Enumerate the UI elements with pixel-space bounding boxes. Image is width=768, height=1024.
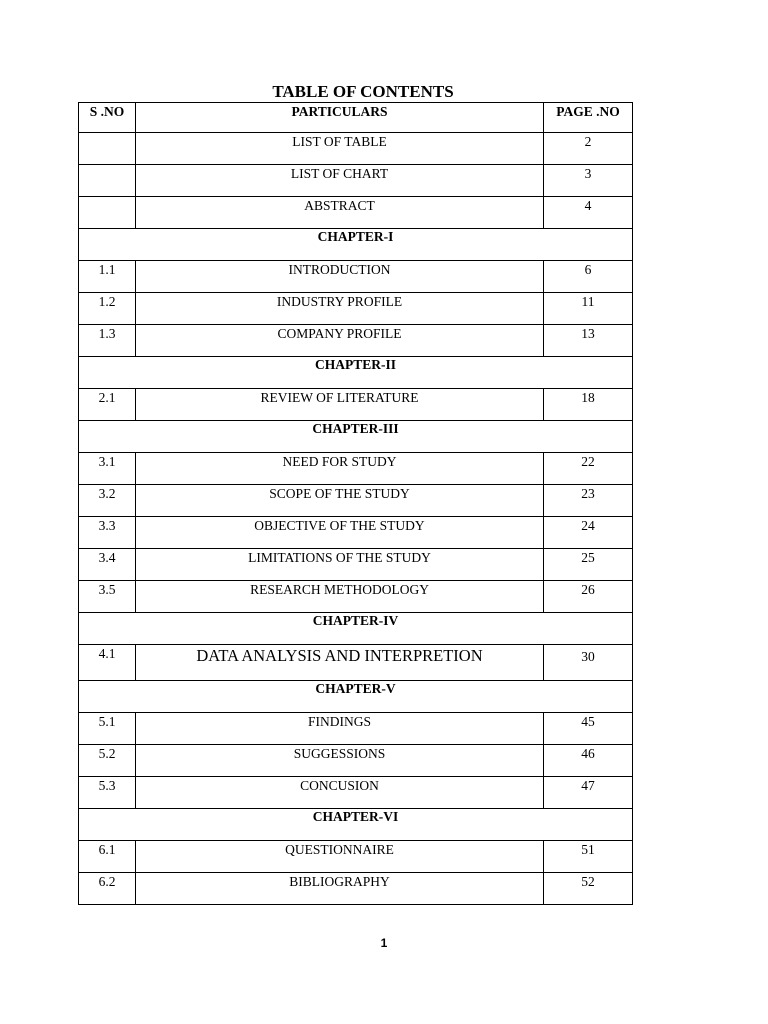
particular-cell: QUESTIONNAIRE	[136, 841, 544, 873]
serial-number-cell: 5.3	[79, 777, 136, 809]
chapter-heading: CHAPTER-IV	[79, 613, 633, 645]
particular-cell: CONCUSION	[136, 777, 544, 809]
serial-number-cell	[79, 133, 136, 165]
page-number-cell: 6	[544, 261, 633, 293]
chapter-heading-row	[79, 613, 633, 645]
page-number-cell: 2	[544, 133, 633, 165]
serial-number-cell: 3.2	[79, 485, 136, 517]
serial-number-cell: 3.1	[79, 453, 136, 485]
chapter-heading-row	[79, 809, 633, 841]
serial-number-cell	[79, 165, 136, 197]
particular-cell: BIBLIOGRAPHY	[136, 873, 544, 905]
table-row	[79, 389, 633, 421]
chapter-heading: CHAPTER-III	[79, 421, 633, 453]
serial-number-cell: 3.4	[79, 549, 136, 581]
table-row	[79, 325, 633, 357]
table-row	[79, 453, 633, 485]
chapter-heading: CHAPTER-I	[79, 229, 633, 261]
particular-cell: ABSTRACT	[136, 197, 544, 229]
chapter-heading-row	[79, 229, 633, 261]
column-header-sno: S .NO	[79, 103, 136, 133]
table-row	[79, 133, 633, 165]
particular-cell: DATA ANALYSIS AND INTERPRETION	[136, 645, 544, 681]
page-number-cell: 46	[544, 745, 633, 777]
particular-cell: LIST OF CHART	[136, 165, 544, 197]
page-number-cell: 22	[544, 453, 633, 485]
serial-number-cell: 6.1	[79, 841, 136, 873]
table-row	[79, 841, 633, 873]
chapter-heading-row	[79, 357, 633, 389]
table-row	[79, 261, 633, 293]
table-of-contents	[78, 102, 633, 905]
chapter-heading-row	[79, 681, 633, 713]
page-number-cell: 47	[544, 777, 633, 809]
column-header-page: PAGE .NO	[544, 103, 633, 133]
chapter-heading: CHAPTER-VI	[79, 809, 633, 841]
page-number: 1	[380, 936, 388, 950]
particular-cell: SUGGESSIONS	[136, 745, 544, 777]
page-number-cell: 24	[544, 517, 633, 549]
particular-cell: LIMITATIONS OF THE STUDY	[136, 549, 544, 581]
table-row	[79, 777, 633, 809]
table-row	[79, 197, 633, 229]
page-number-cell: 26	[544, 581, 633, 613]
serial-number-cell	[79, 197, 136, 229]
serial-number-cell: 3.3	[79, 517, 136, 549]
table-row	[79, 713, 633, 745]
particular-cell: LIST OF TABLE	[136, 133, 544, 165]
particular-cell: INDUSTRY PROFILE	[136, 293, 544, 325]
particular-cell: COMPANY PROFILE	[136, 325, 544, 357]
column-header-particulars: PARTICULARS	[136, 103, 544, 133]
page-number-cell: 4	[544, 197, 633, 229]
serial-number-cell: 4.1	[79, 645, 136, 681]
particular-cell: OBJECTIVE OF THE STUDY	[136, 517, 544, 549]
table-row	[79, 293, 633, 325]
chapter-heading: CHAPTER-II	[79, 357, 633, 389]
chapter-heading-row	[79, 421, 633, 453]
table-row	[79, 549, 633, 581]
table-row	[79, 517, 633, 549]
particular-cell: FINDINGS	[136, 713, 544, 745]
serial-number-cell: 1.2	[79, 293, 136, 325]
serial-number-cell: 1.1	[79, 261, 136, 293]
page-number-cell: 45	[544, 713, 633, 745]
table-row	[79, 645, 633, 681]
table-body	[79, 133, 633, 905]
particular-cell: RESEARCH METHODOLOGY	[136, 581, 544, 613]
serial-number-cell: 5.1	[79, 713, 136, 745]
particular-cell: SCOPE OF THE STUDY	[136, 485, 544, 517]
serial-number-cell: 5.2	[79, 745, 136, 777]
page-number-cell: 52	[544, 873, 633, 905]
page-title: TABLE OF CONTENTS	[272, 82, 454, 101]
table-row	[79, 485, 633, 517]
page-number-cell: 18	[544, 389, 633, 421]
page-number-cell: 51	[544, 841, 633, 873]
table-header-row	[79, 103, 633, 133]
serial-number-cell: 2.1	[79, 389, 136, 421]
particular-cell: REVIEW OF LITERATURE	[136, 389, 544, 421]
page-number-cell: 25	[544, 549, 633, 581]
particular-cell: NEED FOR STUDY	[136, 453, 544, 485]
table-row	[79, 873, 633, 905]
chapter-heading: CHAPTER-V	[79, 681, 633, 713]
page-number-cell: 23	[544, 485, 633, 517]
table-row	[79, 581, 633, 613]
serial-number-cell: 3.5	[79, 581, 136, 613]
serial-number-cell: 1.3	[79, 325, 136, 357]
page-number-cell: 30	[544, 645, 633, 681]
page-number-cell: 13	[544, 325, 633, 357]
particular-cell: INTRODUCTION	[136, 261, 544, 293]
table-row	[79, 165, 633, 197]
page-number-cell: 3	[544, 165, 633, 197]
page-number-cell: 11	[544, 293, 633, 325]
table-row	[79, 745, 633, 777]
serial-number-cell: 6.2	[79, 873, 136, 905]
